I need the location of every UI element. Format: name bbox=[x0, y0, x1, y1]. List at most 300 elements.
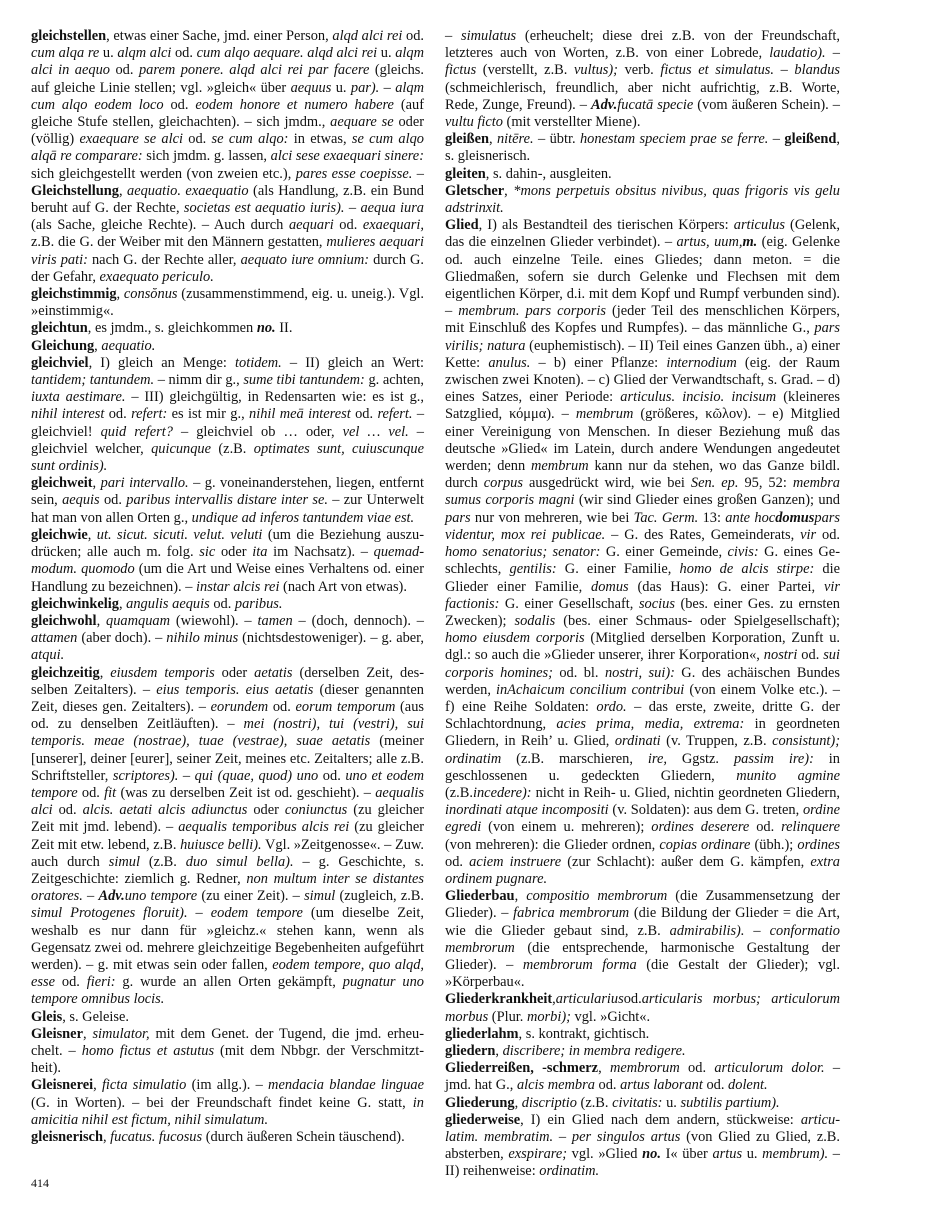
entry-text: II) reihenweise: bbox=[445, 1163, 540, 1180]
headword: gliederweise bbox=[445, 1111, 521, 1128]
entry-text: (G. in Worten). – bei der Freundschaft findet keine G. statt, bbox=[31, 1094, 413, 1111]
entry-text: verb. bbox=[617, 62, 661, 79]
entry-text: (wiewohl). – bbox=[169, 612, 258, 629]
latin-term: aequalis alci bbox=[31, 784, 424, 819]
entry-text: – bbox=[445, 28, 461, 44]
entry-text: (nach Art von etwas). bbox=[279, 578, 407, 595]
entry-text: 13: bbox=[698, 509, 726, 526]
latin-term: articulorum dolor. bbox=[714, 1060, 825, 1077]
entry-text: , bbox=[96, 612, 107, 629]
entry-text: , bbox=[93, 1077, 102, 1094]
headword: gleichstellen bbox=[31, 28, 107, 44]
entry-text: (die Bildung der Glieder = die Art, wie die Glieder gebaut sind, z.B. bbox=[445, 905, 840, 939]
latin-term: membrum bbox=[531, 458, 589, 475]
latin-term: simulatus bbox=[460, 28, 517, 44]
dictionary-entry bbox=[445, 888, 840, 991]
latin-term: vultus); bbox=[574, 62, 618, 79]
latin-term: nitēre. bbox=[496, 131, 534, 148]
latin-term: subtilis partium). bbox=[680, 1094, 780, 1111]
latin-term: aciem instruere bbox=[469, 853, 562, 870]
latin-term: cum alqo aequare. alqd alci rei bbox=[196, 45, 378, 62]
entry-text: (dieser genannten Zeit, dieses gen. Zeitalters). – bbox=[31, 681, 424, 715]
headword: gleichviel bbox=[31, 354, 89, 371]
latin-term: mendacia blandae linguae bbox=[268, 1077, 425, 1094]
dictionary-entry bbox=[445, 1112, 840, 1181]
latin-term: aequato iure omnium: bbox=[240, 251, 370, 268]
entry-text: od. bbox=[350, 406, 378, 423]
entry-text: od. bbox=[749, 819, 782, 836]
latin-term: fictus et simulatus. – blandus bbox=[660, 62, 840, 79]
entry-text: nur von mehreren, wie bei bbox=[470, 509, 634, 526]
dictionary-entry bbox=[31, 596, 424, 613]
latin-term: discriptio bbox=[521, 1094, 577, 1111]
entry-text: in geschlossenen u. gedeckten Gliedern, bbox=[445, 750, 840, 784]
entry-text: (als Handlung, z.B. ein Bund beruht auf G. der Rechte, bbox=[31, 182, 424, 217]
headword: Gliederbau bbox=[445, 888, 515, 905]
entry-text: (übh.); bbox=[750, 836, 798, 853]
headword: Gliederung bbox=[445, 1094, 515, 1111]
dictionary-entry bbox=[31, 665, 424, 1009]
entry-text: od. bbox=[702, 1077, 729, 1094]
page-number: 414 bbox=[31, 1176, 49, 1190]
entry-text: (v. Soldaten): aus dem G. treten, bbox=[608, 802, 803, 819]
entry-text: (z.B. marschieren, bbox=[501, 750, 648, 767]
entry-text: od. bbox=[623, 991, 642, 1008]
latin-term: membra sumus corporis magni bbox=[445, 475, 841, 509]
latin-term: instar alcis rei bbox=[196, 578, 280, 595]
entry-text: im Nachsatz). – bbox=[267, 544, 374, 561]
entry-text: (auf gleiche Stufe stellen, gleichachten). – sich jmdm., bbox=[31, 96, 425, 131]
latin-term: totidem. bbox=[235, 354, 282, 371]
latin-term: articularis morbus; articulorum morbus bbox=[445, 991, 840, 1025]
dictionary-entry bbox=[31, 28, 424, 286]
entry-text: (bes. einer Ges. zu ernsten Zwecken); bbox=[445, 595, 840, 629]
latin-term: mulieres aequari viris pati: bbox=[31, 234, 424, 268]
latin-term: articulus. incisio. incisum bbox=[620, 389, 777, 406]
entry-text: (im allg.). – bbox=[186, 1077, 269, 1094]
latin-term: uno tempore bbox=[124, 888, 198, 905]
entry-text: (zugleich, z.B. bbox=[335, 888, 424, 905]
entry-text: durch G. der Gefahr, bbox=[31, 251, 424, 285]
right-column bbox=[445, 28, 840, 1181]
entry-text: G. eines Geschlechts, bbox=[445, 544, 840, 578]
entry-text: (zusammenstimmend, eig. u. uneig.). Vgl. »einstimmig«. bbox=[31, 286, 424, 320]
entry-text: , bbox=[99, 664, 111, 681]
dictionary-entry bbox=[31, 527, 424, 596]
latin-term: sodalis bbox=[514, 612, 556, 629]
latin-term: fieri: bbox=[86, 974, 116, 991]
headword: Gleisnerei bbox=[31, 1077, 94, 1094]
entry-text: (Gelenk, das die einzelnen Glieder verbindet). – bbox=[445, 217, 840, 251]
latin-term: membrum bbox=[575, 406, 634, 423]
dictionary-entry bbox=[445, 1043, 840, 1060]
latin-term: alcis membra bbox=[516, 1077, 595, 1094]
latin-term: mei (nostri), tui (vestri), sui temporis. meae (nostrae), tuae (vestrae), suae aetatis bbox=[31, 716, 424, 750]
latin-term: refert. bbox=[377, 406, 413, 423]
latin-term: ficta simulatio bbox=[101, 1077, 187, 1094]
latin-term: homo de alcis stirpe: bbox=[679, 561, 815, 578]
entry-text: – bbox=[768, 131, 785, 148]
dictionary-entry bbox=[445, 166, 840, 183]
latin-term: ordines deserere bbox=[651, 819, 750, 836]
entry-text: od. bbox=[52, 802, 83, 819]
entry-text: (das Haus): G. einer Partei, bbox=[628, 578, 824, 595]
entry-text: u. bbox=[99, 45, 118, 62]
dictionary-entry bbox=[31, 355, 424, 475]
entry-text: (als Sache, gleiche Rechte). – Auch durch bbox=[31, 217, 289, 234]
entry-text: es ist mir g., bbox=[167, 406, 250, 423]
entry-text: z.B. die G. der Weiber mit den Männern gestatten, bbox=[31, 234, 327, 251]
latin-term: dolent. bbox=[728, 1077, 768, 1094]
entry-text: – g. voneinanderstehen, liegen, entfernt sein, bbox=[31, 475, 424, 509]
entry-text: oder bbox=[215, 544, 253, 561]
entry-text: – II) gleich an Wert: bbox=[281, 354, 425, 371]
latin-term: aetatis bbox=[254, 664, 293, 681]
dictionary-entry bbox=[31, 1077, 424, 1129]
entry-text: G. des achäischen Bundes werden, bbox=[445, 664, 840, 698]
headword: gleichwohl bbox=[31, 612, 97, 629]
entry-text: (erheuchelt; diese drei z.B. von der Freundschaft, letzteres auch von Worten, z.B. von einer Lobrede, bbox=[445, 28, 840, 62]
entry-text: (wir sind Glieder eines großen Ganzen); und bbox=[574, 492, 840, 509]
entry-text: (derselben Zeit, desselben Zeitalters). – bbox=[31, 664, 424, 698]
entry-text: od. bbox=[104, 406, 132, 423]
entry-text: u. bbox=[742, 1146, 763, 1163]
dictionary-entry bbox=[445, 991, 840, 1025]
entry-text: u. bbox=[331, 79, 351, 96]
entry-text: – jmd. hat G., bbox=[445, 1060, 841, 1094]
entry-text: (nichtsdestoweniger). – g. aber, bbox=[238, 630, 424, 647]
latin-term: incedere): bbox=[472, 784, 532, 801]
latin-term: sic bbox=[199, 544, 216, 561]
latin-term: uno et eodem tempore bbox=[31, 767, 425, 801]
latin-term: pars bbox=[445, 509, 471, 526]
entry-text: G. einer Gemeinde, bbox=[600, 544, 728, 561]
latin-term: corpus bbox=[483, 475, 523, 492]
entry-text: g. achten, bbox=[364, 372, 424, 389]
latin-term: paribus intervallis distare inter se. bbox=[126, 492, 328, 509]
entry-text: (z.B. bbox=[445, 784, 473, 801]
latin-term: discribere; in membra redigere. bbox=[502, 1042, 686, 1059]
entry-text: (eig. Gelenke od. auch einzelne Teile. eines Gliedes; dann meton. = die Gliedmaßen, sofern sie durch Gelenke und Flechsen mit dem eigentlichen Körper, d.i. mit dem Kopf und Rumpf verbunden sind). – bbox=[445, 234, 840, 320]
dictionary-entry bbox=[445, 1060, 840, 1094]
entry-text: , s. Geleise. bbox=[62, 1008, 129, 1025]
entry-text: (von einem u. mehreren); bbox=[481, 819, 652, 836]
entry-text: mit dem Genet. der Tugend, die jmd. erheuchelt. – bbox=[31, 1025, 424, 1059]
latin-term: inordinati atque incompositi bbox=[445, 802, 609, 819]
entry-text: (mit verstellter Miene). bbox=[502, 114, 641, 131]
latin-term: sume tibi tantundem: bbox=[243, 372, 365, 389]
headword: Gliederreißen, -schmerz bbox=[445, 1060, 599, 1077]
latin-term: passim ire): bbox=[733, 750, 814, 767]
entry-text: od. bbox=[54, 974, 87, 991]
entry-text: – bbox=[412, 165, 425, 182]
entry-text: oder bbox=[247, 802, 285, 819]
latin-term: exaequare se alci bbox=[79, 131, 183, 148]
latin-term: alqm alci bbox=[117, 45, 172, 62]
entry-text: (zur Schlacht): außer dem G. kämpfen, bbox=[561, 853, 811, 870]
entry-text: , bbox=[87, 526, 97, 543]
latin-term: consŏnus bbox=[123, 286, 178, 303]
entry-text: (von Glied zu Glied, z.B. absterben, bbox=[445, 1129, 840, 1163]
latin-term: societas est aequatio iuris). – aequa iura bbox=[183, 200, 424, 217]
entry-text: , bbox=[514, 1094, 522, 1111]
entry-text: , bbox=[598, 1060, 610, 1077]
entry-text: (größeres, κῶλον). – e) Mitglied einer Vereinigung von Menschen. In dieser Beziehung muß das deutsche »Glied« im Latein, durch andere Wendungen angedeutet werden; denn bbox=[445, 406, 840, 475]
latin-term: domus bbox=[591, 578, 629, 595]
latin-term: ordinatim. bbox=[539, 1163, 600, 1180]
latin-term: gentilis: bbox=[509, 561, 557, 578]
latin-term: pugnatur uno tempore omnibus locis. bbox=[31, 974, 424, 1008]
latin-term: atqui. bbox=[31, 647, 65, 664]
entry-text: , bbox=[514, 888, 527, 905]
headword: gleisnerisch bbox=[31, 1129, 103, 1145]
latin-term: optimates sunt, cuiuscunque sunt ordinis). bbox=[31, 440, 424, 475]
dictionary-entry bbox=[31, 475, 424, 527]
entry-text: , s. gleisnerisch. bbox=[445, 131, 840, 165]
entry-text: (eig. der Raum zwischen zwei Knoten). – c) Glied der Verwandtschaft, s. Grad. – d) eines Satzes, einer Periode: bbox=[445, 354, 840, 406]
latin-term: fucatā specie bbox=[617, 96, 694, 113]
latin-term: angulis aequis bbox=[126, 595, 210, 612]
latin-term: eius temporis. eius aetatis bbox=[156, 681, 314, 698]
entry-text: u. bbox=[662, 1094, 681, 1111]
latin-term: laudatio). – fictus bbox=[445, 45, 841, 79]
entry-text: (z.B. bbox=[576, 1094, 613, 1111]
latin-term: homo eiusdem corporis bbox=[445, 630, 585, 647]
latin-term: alci sese exaequari sinere: bbox=[270, 148, 424, 165]
latin-term: alqd alci rei bbox=[332, 28, 403, 44]
latin-term: extra ordinem pugnare. bbox=[445, 853, 840, 887]
entry-text: , bbox=[82, 1025, 93, 1042]
headword: gleichtun bbox=[31, 320, 88, 337]
entry-text: – G. des Rates, Gemeinderats, bbox=[605, 526, 801, 543]
latin-term: quicunque bbox=[151, 440, 212, 457]
entry-text: (die entsprechende, harmonische Gestaltung der Glieder). – bbox=[445, 939, 840, 973]
latin-term: eodem honore et numero habere bbox=[195, 96, 394, 113]
entry-text: od. bbox=[816, 526, 840, 543]
headword: Glied bbox=[445, 217, 479, 234]
entry-text: – (doch, dennoch). – bbox=[292, 612, 424, 629]
latin-term: alcis. aetati alcis adiunctus bbox=[82, 802, 248, 819]
latin-term: relinquere bbox=[781, 819, 840, 836]
entry-text: od. bbox=[99, 492, 127, 509]
dictionary-entry bbox=[445, 183, 840, 217]
latin-term: refert: bbox=[131, 406, 168, 423]
headword: Gleisner bbox=[31, 1025, 83, 1042]
entry-text: ausgedrückt wird, wie bei bbox=[522, 475, 691, 492]
dictionary-entry bbox=[445, 1095, 840, 1112]
entry-text: u. bbox=[377, 45, 396, 62]
entry-text: – b) einer Pflanze: bbox=[530, 354, 667, 371]
entry-text: , bbox=[552, 991, 556, 1008]
latin-term: exspirare; bbox=[508, 1146, 568, 1163]
entry-text: die Glieder einer Familie, bbox=[445, 561, 840, 595]
left-column bbox=[31, 28, 424, 1146]
entry-text: – nimm dir g., bbox=[154, 372, 244, 389]
entry-text: (aber doch). – bbox=[77, 630, 167, 647]
latin-term: huiusce belli). bbox=[180, 836, 262, 853]
latin-term: vir factionis: bbox=[445, 578, 840, 612]
entry-text: oder bbox=[214, 664, 255, 681]
latin-term: Tac. Germ. bbox=[633, 509, 699, 526]
dictionary-entry bbox=[445, 131, 840, 165]
latin-term: nihil interest bbox=[31, 406, 105, 423]
latin-term: undique ad inferos tantundem viae est. bbox=[191, 509, 415, 526]
latin-term: quid refert? bbox=[100, 423, 173, 440]
latin-term: membrum). – bbox=[762, 1146, 840, 1163]
latin-term: aequus bbox=[290, 79, 332, 96]
entry-text: (von mehreren): die Glieder ordnen, bbox=[445, 836, 660, 853]
entry-text: (jeder Teil des menschlichen Körpers, mit Einschluß des Kopfes und Rumpfes). – das männliche G., bbox=[445, 303, 840, 337]
entry-text: , bbox=[488, 131, 497, 148]
entry-text: od. bbox=[445, 853, 470, 870]
latin-term: ita bbox=[252, 544, 268, 561]
latin-term: vultu ficto bbox=[445, 114, 503, 131]
latin-term: fabrica membrorum bbox=[513, 905, 630, 922]
latin-term: eodem tempore, quo alqd, esse bbox=[31, 956, 425, 991]
headword: gleichwinkelig bbox=[31, 595, 119, 612]
entry-text: (Mitglied derselben Korporation, Zunft u. dgl.: so auch die »Glieder unserer, ihrer Korporation«, bbox=[445, 630, 840, 664]
latin-term: inAchaicum concilium contribui bbox=[495, 681, 685, 698]
latin-term: exaequari, bbox=[362, 217, 424, 234]
latin-term: membrum. pars corporis bbox=[458, 303, 606, 320]
entry-text: (verstellt, z.B. bbox=[476, 62, 574, 79]
entry-text: (euphemistisch). – II) Teil eines Ganzen übh., a) einer Kette: bbox=[445, 337, 841, 371]
entry-text: (die Gestalt der Glieder); vgl. »Körperbau«. bbox=[445, 956, 840, 991]
latin-term: Adv. bbox=[98, 888, 125, 905]
dictionary-entry bbox=[31, 286, 424, 320]
latin-term: socius bbox=[638, 595, 675, 612]
entry-text: (zu gleicher Zeit mit etw. lebend, z.B. bbox=[31, 819, 424, 853]
latin-term: nihilo minus bbox=[166, 630, 239, 647]
latin-term: vel … vel. bbox=[342, 423, 409, 440]
entry-text: Ggstz. bbox=[666, 750, 734, 767]
latin-term: morbi); bbox=[526, 1008, 571, 1025]
headword: gleißen bbox=[445, 131, 489, 148]
entry-text: od. bbox=[333, 217, 363, 234]
latin-term: quamquam bbox=[106, 612, 170, 629]
entry-text: , bbox=[92, 475, 101, 492]
entry-text: (bes. einer Schmaus- oder Spielgesellschaft); bbox=[555, 612, 840, 629]
latin-term: se cum alqo: bbox=[211, 131, 289, 148]
entry-text: – III) gleichgültig, in Redensarten wie: es ist g., bbox=[125, 389, 424, 406]
latin-term: homo senatorius; senator: bbox=[445, 544, 601, 561]
headword: Gleichstellung bbox=[31, 182, 119, 199]
entry-text: sich jmdm. g. lassen, bbox=[142, 148, 271, 165]
entry-text: (durch äußeren Schein täuschend). bbox=[202, 1129, 405, 1145]
headword: gliederlahm bbox=[445, 1025, 519, 1042]
latin-term: no. bbox=[256, 320, 276, 337]
latin-term: homo fictus et astutus bbox=[81, 1042, 215, 1059]
headword: Gletscher bbox=[445, 182, 505, 199]
entry-text: , bbox=[118, 595, 127, 612]
latin-term: Adv. bbox=[591, 96, 618, 113]
entry-text: od. bbox=[318, 767, 346, 784]
headword: Gleichung bbox=[31, 337, 95, 354]
latin-term: nihil meā interest bbox=[249, 406, 351, 423]
entry-text: , I) gleich an Menge: bbox=[88, 354, 236, 371]
latin-term: ordines bbox=[797, 836, 841, 853]
entry-text: od. bbox=[797, 647, 824, 664]
entry-text: (vom äußeren Schein). – bbox=[693, 96, 840, 113]
latin-term: acies prima, media, extrema: bbox=[556, 716, 745, 733]
entry-text: od. bbox=[594, 1077, 621, 1094]
entry-text: (um dieselbe Zeit, weshalb es nur dann für »gleichz.« stehen kann, wenn als Gegensatz zwei od. mehrere gleichzeitige Begebenheiten aufgeführt werden). – g. mit etwas sein oder fallen, bbox=[31, 905, 424, 973]
entry-text: (von einem Volke etc.). – f) eine Reihe Soldaten: bbox=[445, 681, 840, 715]
entry-text: vgl. »Glied bbox=[567, 1146, 643, 1163]
latin-term: nostri, sui): bbox=[604, 664, 675, 681]
entry-text: (um die Beziehung auszudrücken; alle auch m. folg. bbox=[31, 526, 424, 561]
entry-text: – gleichviel welcher, bbox=[31, 423, 424, 457]
latin-term: quemadmodum. quomodo bbox=[31, 544, 425, 578]
latin-term: pares esse coepisse. bbox=[295, 165, 413, 182]
latin-term: simul Protogenes floruit). – eodem tempore bbox=[31, 905, 303, 922]
latin-term: tamen bbox=[257, 612, 293, 629]
headword: gleißend bbox=[784, 131, 837, 148]
latin-term: simulator, bbox=[92, 1025, 150, 1042]
latin-term: coniunctus bbox=[284, 802, 348, 819]
entry-text: 95, 52: bbox=[738, 475, 793, 492]
entry-text: G. einer Familie, bbox=[556, 561, 680, 578]
latin-term: cum alqa re bbox=[31, 45, 100, 62]
dictionary-entry bbox=[31, 338, 424, 355]
entry-text: II. bbox=[275, 320, 293, 337]
entry-text: – bbox=[82, 888, 99, 905]
entry-text: g. wurde an allen Orten gekämpft, bbox=[115, 974, 343, 991]
entry-text: kann nur da stehen, wo das Ganze bildl. durch bbox=[445, 458, 840, 492]
entry-text: vgl. »Gicht«. bbox=[570, 1008, 651, 1025]
entry-text: od. bbox=[109, 62, 139, 79]
latin-term: compositio membrorum bbox=[526, 888, 668, 905]
latin-term: aequare se bbox=[330, 114, 394, 131]
headword: gleichwie bbox=[31, 526, 88, 543]
latin-term: fucatus. fucosus bbox=[110, 1129, 203, 1145]
entry-text: G. einer Gesellschaft, bbox=[499, 595, 639, 612]
entry-text: oder (völlig) bbox=[31, 114, 425, 148]
dictionary-entry bbox=[31, 1009, 424, 1026]
entry-text: I« über bbox=[660, 1146, 713, 1163]
latin-term: simul bbox=[304, 888, 336, 905]
entry-text: , etwas einer Sache, jmd. einer Person, bbox=[106, 28, 333, 44]
latin-term: artus bbox=[712, 1146, 743, 1163]
latin-term: aequalis temporibus alcis rei bbox=[178, 819, 350, 836]
entry-text: , bbox=[504, 182, 514, 199]
latin-term: admirabilis). – conformatio membrorum bbox=[445, 922, 840, 956]
entry-text: (aus od. zu denselben Zeitläuften). – bbox=[31, 698, 424, 733]
latin-term: eorum temporum bbox=[295, 698, 396, 715]
entry-text: , bbox=[102, 1129, 111, 1145]
entry-text: Vgl. »Zeitgenosse«. – Zuw. auch durch bbox=[31, 836, 424, 870]
entry-text: in geordneten Gliedern, in Reih’ u. Glied, bbox=[445, 716, 840, 750]
latin-term: iuxta aestimare. bbox=[31, 389, 126, 406]
entry-text: od. bbox=[268, 698, 296, 715]
entry-text: od. bl. bbox=[552, 664, 605, 681]
entry-text: , bbox=[495, 1042, 503, 1059]
latin-term: tantidem; tantundem. bbox=[31, 372, 155, 389]
latin-term: aequari bbox=[288, 217, 334, 234]
headword: gleichweit bbox=[31, 475, 93, 492]
latin-term: par). – alqm cum alqo eodem loco bbox=[31, 79, 424, 113]
latin-term: aequis bbox=[62, 492, 100, 509]
entry-text: – übtr. bbox=[533, 131, 580, 148]
entry-text: od. bbox=[182, 131, 212, 148]
entry-text: (die Zusammensetzung der Glieder). – bbox=[445, 888, 840, 922]
entry-text: nach G. der Rechte aller, bbox=[87, 251, 241, 268]
latin-term: anulus. bbox=[488, 354, 531, 371]
latin-term: ordine egredi bbox=[445, 802, 841, 836]
entry-text: , s. kontrakt, gichtisch. bbox=[518, 1025, 650, 1042]
latin-term: eiusdem temporis bbox=[110, 664, 215, 681]
entry-text: , I) ein Glied nach dem andern, stückweise: bbox=[520, 1111, 801, 1128]
